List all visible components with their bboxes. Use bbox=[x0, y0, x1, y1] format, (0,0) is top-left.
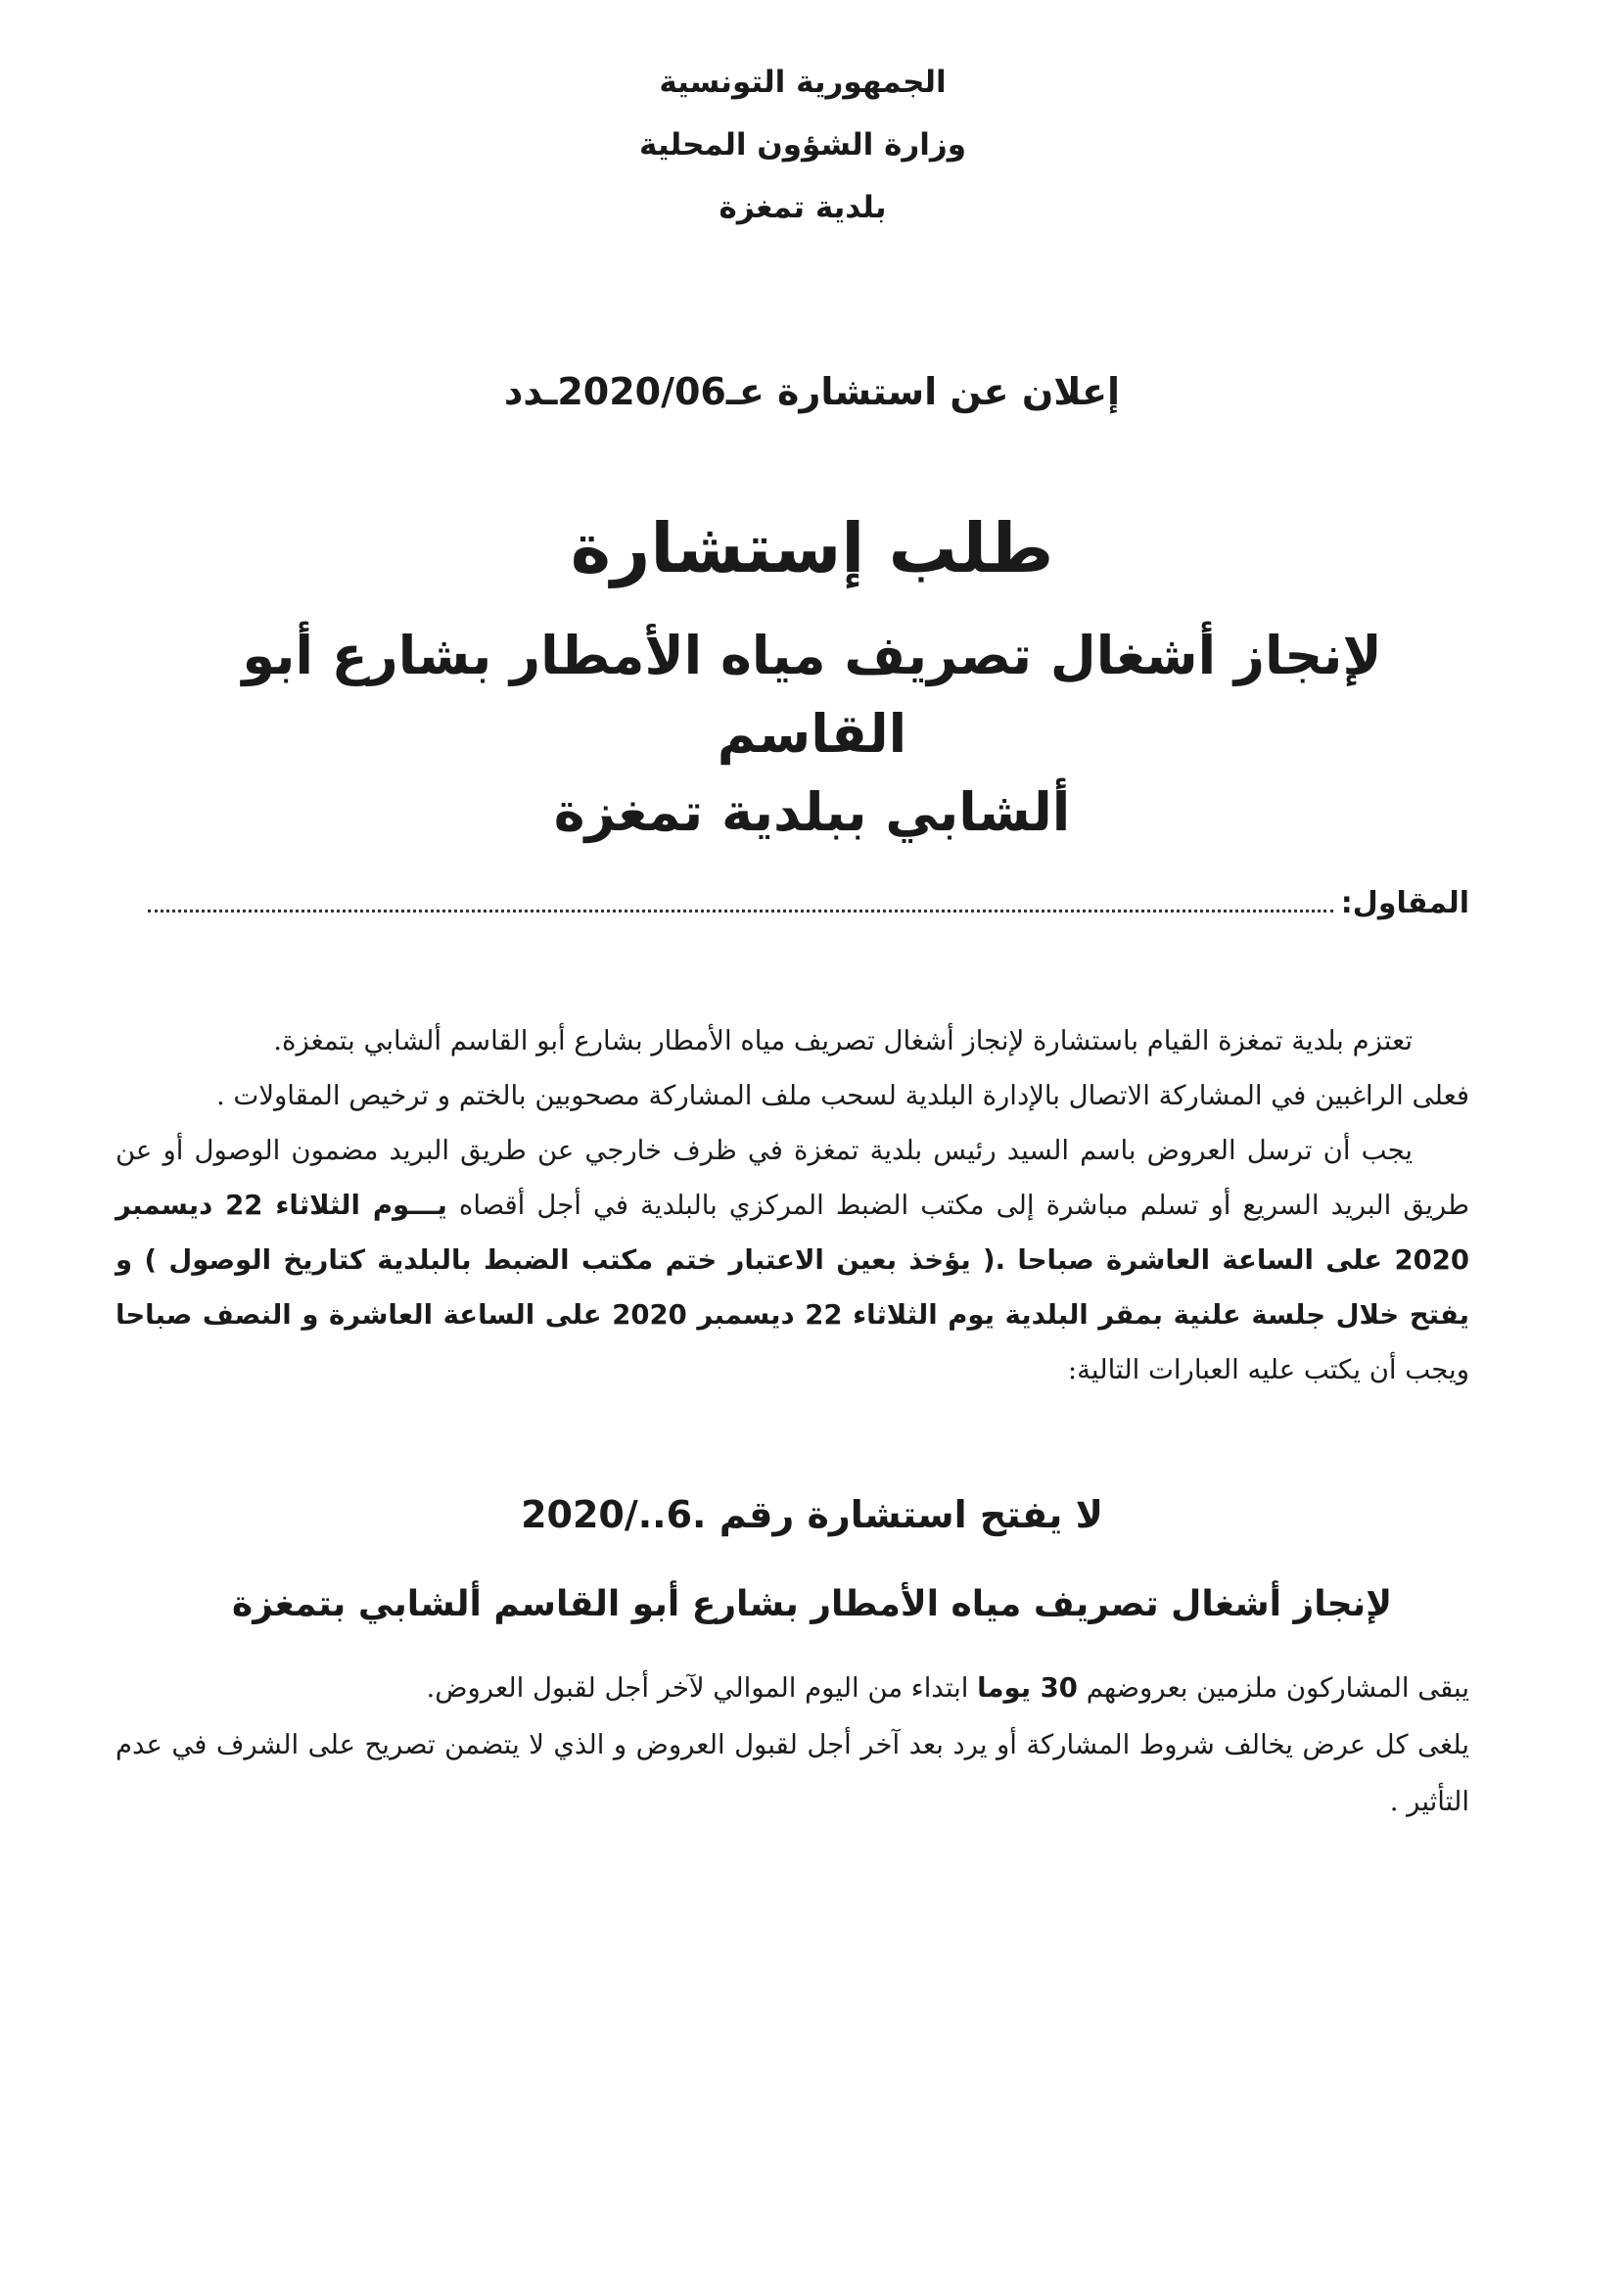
contractor-field bbox=[148, 886, 1469, 920]
body-paragraph-submission bbox=[116, 1123, 1469, 1397]
body-text bbox=[116, 1013, 1469, 1397]
validity-text-start: يبقى المشاركون ملزمين بعروضهم bbox=[1086, 1672, 1469, 1704]
submission-method: يجب أن ترسل العروض باسم السيد رئيس بلدية تمغزة في ظرف خارجي عن طريق البريد مضمون الوصول أو عن طريق البريد السريع أو تسلم مباشرة إلى مكتب الضبط المركزي بالبلدية في أجل أقصاه bbox=[116, 1135, 1469, 1221]
closing-text bbox=[116, 1660, 1469, 1830]
closing-cancellation: يلغى كل عرض يخالف شروط المشاركة أو يرد بعد آخر أجل لقبول العروض و الذي لا يتضمن تصريح على الشرف في عدم التأثير . bbox=[116, 1729, 1469, 1817]
body-paragraph-intent: تعتزم بلدية تمغزة القيام باستشارة لإنجاز أشغال تصريف مياه الأمطار بشارع أبو القاسم ألشابي بتمغزة. bbox=[273, 1025, 1413, 1056]
envelope-instruction: ويجب أن يكتب عليه العبارات التالية: bbox=[1067, 1354, 1469, 1385]
closing-validity bbox=[116, 1660, 1469, 1716]
validity-text-end: ابتداء من اليوم الموالي لآخر أجل لقبول العروض. bbox=[426, 1672, 969, 1704]
envelope-label-line-2: لإنجاز أشغال تصريف مياه الأمطار بشارع أبو القاسم ألشابي بتمغزة bbox=[232, 1584, 1392, 1624]
subtitle-line-2: ألشابي ببلدية تمغزة bbox=[553, 781, 1071, 843]
letterhead-country: الجمهورية التونسية bbox=[659, 65, 947, 100]
subtitle-line-1: لإنجاز أشغال تصريف مياه الأمطار بشارع أبو القاسم bbox=[242, 625, 1382, 765]
document-title: طلب إستشارة bbox=[570, 508, 1054, 588]
validity-days: 30 يوما bbox=[977, 1672, 1078, 1704]
body-paragraph-invitation: فعلى الراغبين في المشاركة الاتصال بالإدارة البلدية لسحب ملف المشاركة مصحوبين بالختم و ترخيص المقاولات . bbox=[215, 1080, 1469, 1111]
submission-deadline: يـــوم الثلاثاء 22 ديسمبر 2020 على الساعة العاشرة صباحا .( يؤخذ بعين الاعتبار ختم مكتب الضبط بالبلدية كتاريخ الوصول ) و يفتح خلال جلسة علنية بمقر البلدية يوم الثلاثاء 22 ديسمبر 2020 على الساعة العاشرة و النصف صباحا bbox=[116, 1190, 1469, 1331]
contractor-dotted-line bbox=[148, 908, 1333, 913]
letterhead-ministry: وزارة الشؤون المحلية bbox=[639, 127, 966, 163]
envelope-label-line-1: لا يفتح استشارة رقم .6../2020 bbox=[521, 1493, 1103, 1536]
contractor-label: المقاول: bbox=[1340, 886, 1469, 920]
letterhead bbox=[489, 51, 1116, 239]
letterhead-municipality: بلدية تمغزة bbox=[719, 190, 887, 225]
announcement-heading: إعلان عن استشارة عـ2020/06ـدد bbox=[503, 370, 1121, 413]
document-subtitle bbox=[147, 617, 1477, 852]
